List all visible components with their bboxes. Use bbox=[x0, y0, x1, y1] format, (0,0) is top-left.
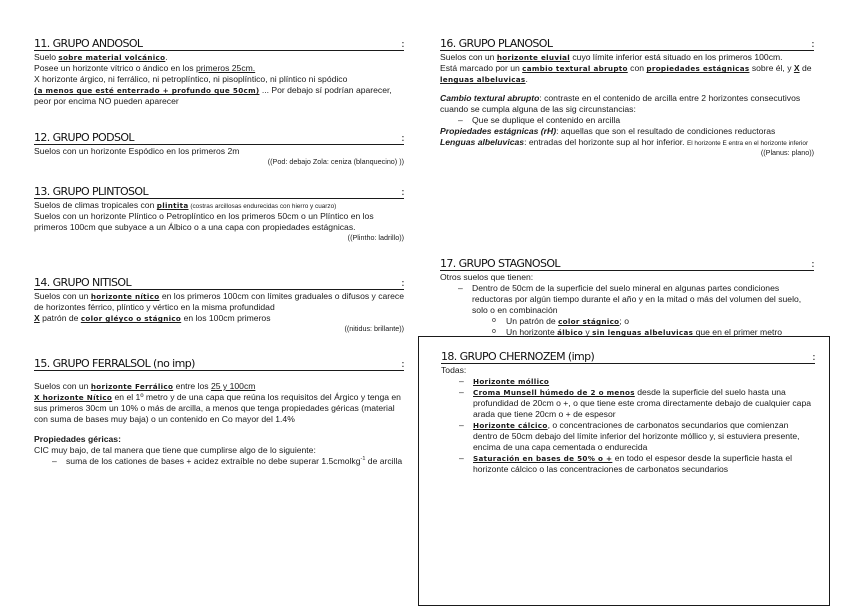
section-plintosol bbox=[34, 186, 404, 243]
section-podsol bbox=[34, 132, 404, 166]
highlight-term: color stágnico bbox=[558, 317, 620, 327]
text: . bbox=[165, 52, 168, 63]
text: . bbox=[525, 74, 528, 85]
definition bbox=[440, 137, 814, 148]
section-title: 18. GRUPO CHERNOZEM (imp) bbox=[441, 350, 595, 363]
heading-colon: : bbox=[401, 278, 404, 290]
x-mark: X bbox=[34, 313, 40, 324]
text: que en el primer metro bbox=[693, 327, 783, 338]
list-item bbox=[52, 456, 404, 467]
text: y bbox=[583, 327, 593, 338]
highlight-term: cambio textural abrupto bbox=[522, 64, 628, 74]
paragraph: Suelos con un horizonte Plíntico o Petroplíntico en los primeros 50cm o un Plíntico en los primeros 100cm que subyace a un Álbico o a una capa con propiedades estágnicas. bbox=[34, 211, 374, 233]
section-heading bbox=[34, 38, 404, 51]
list-item bbox=[459, 453, 815, 475]
highlight-term: X horizonte Nítico bbox=[34, 393, 113, 403]
section-title: 16. GRUPO PLANOSOL bbox=[440, 37, 553, 50]
heading-colon: : bbox=[811, 259, 814, 271]
text: Posee un horizonte vítrico o ándico en los bbox=[34, 63, 196, 74]
small-text: El horizonte E entra en el horizonte inferior bbox=[686, 140, 809, 148]
highlight-term: álbico bbox=[557, 328, 584, 338]
text: : contraste en el contenido de arcilla entre 2 horizontes consecutivos cuando se cumpla alguna de las sig circunstancias: bbox=[440, 93, 801, 115]
dash-list bbox=[440, 283, 814, 338]
section-title: 15. GRUPO FERRALSOL (no imp) bbox=[34, 357, 195, 370]
section-nitisol bbox=[34, 277, 404, 333]
section-planosol bbox=[440, 38, 814, 158]
superscript: -1 bbox=[360, 456, 366, 463]
text: en los primeros 100cm con límites graduales o difusos y carece de horizontes férrico, plíntico y vértico en la misma profundidad bbox=[34, 291, 405, 313]
paragraph bbox=[34, 200, 404, 211]
paragraph bbox=[34, 52, 404, 63]
section-chernozem bbox=[441, 351, 815, 475]
definition-term: Propiedades estágnicas (rH) bbox=[440, 126, 557, 137]
section-heading bbox=[34, 132, 404, 145]
text: Está marcado por un bbox=[440, 63, 523, 74]
list-item bbox=[458, 283, 814, 338]
dash-list bbox=[440, 115, 814, 126]
definition bbox=[440, 93, 814, 115]
paragraph bbox=[34, 85, 404, 107]
section-title: 17. GRUPO STAGNOSOL bbox=[440, 257, 560, 270]
etymology-note: ((Plintho: ladrillo)) bbox=[347, 233, 404, 243]
heading-colon: : bbox=[401, 39, 404, 51]
highlight-term: color gléyco o stágnico bbox=[80, 314, 182, 324]
section-heading bbox=[441, 351, 815, 364]
highlight-term: horizonte Ferrálico bbox=[90, 382, 174, 392]
text: , o concentraciones de carbonatos secundarios que comienzan dentro de 50cm debajo del límite inferior del horizonte móllico y, si estuviera presente, encima de una capa cementada o endurecida bbox=[473, 420, 800, 453]
etymology-note: ((Planus: plano)) bbox=[760, 148, 814, 158]
section-andosol bbox=[34, 38, 404, 107]
list-item: – Que se duplique el contenido en arcilla bbox=[458, 115, 814, 126]
section-ferralsol bbox=[34, 358, 404, 467]
section-heading bbox=[34, 277, 404, 290]
highlight-term: sobre material volcánico bbox=[58, 53, 166, 63]
paragraph: Suelos con un horizonte Espódico en los primeros 2m bbox=[34, 146, 240, 157]
paragraph bbox=[440, 52, 814, 63]
section-stagnosol bbox=[440, 258, 814, 338]
text: : aquellas que son el resultado de condiciones reductoras bbox=[556, 126, 776, 137]
text: : entradas del horizonte sup al hor inferior. bbox=[524, 137, 687, 148]
text: Un horizonte bbox=[506, 327, 558, 338]
highlight-term: horizonte eluvial bbox=[496, 53, 570, 63]
section-title: 11. GRUPO ANDOSOL bbox=[34, 37, 143, 50]
text: suma de los cationes de bases + acidez extraíble no debe superar 1.5cmolkg bbox=[66, 456, 361, 467]
text: con bbox=[627, 63, 647, 74]
paragraph: Otros suelos que tienen: bbox=[440, 272, 534, 283]
text: desde la superficie del suelo hasta una profundidad de 20cm o +, o que tiene este croma directamente debajo de cualquier capa arada que tiene 20cm o + de espesor bbox=[473, 387, 812, 420]
text: ... Por debajo sí podrían aparecer, peor por encima NO pueden aparecer bbox=[34, 85, 392, 107]
paragraph bbox=[34, 313, 404, 324]
text: patrón de bbox=[39, 313, 81, 324]
paragraph bbox=[440, 63, 814, 85]
x-mark: X bbox=[793, 63, 800, 74]
text: en los 100cm primeros bbox=[181, 313, 271, 324]
definition bbox=[440, 126, 814, 137]
text: ; o bbox=[619, 316, 629, 327]
underlined-text: 25 y 100cm bbox=[210, 381, 256, 392]
list-item bbox=[459, 420, 815, 453]
text: Dentro de 50cm de la superficie del suelo mineral en algunas partes condiciones reductoras por algún tiempo durante el año y en la mitad o más del volumen del suelo, solo o en combinación bbox=[472, 283, 802, 316]
text: Suelo bbox=[34, 52, 59, 63]
highlight-term: lenguas albeluvicas bbox=[440, 75, 526, 85]
dot-list bbox=[472, 316, 814, 338]
highlight-term: Horizonte móllico bbox=[473, 377, 550, 387]
text: en todo el espesor desde la superficie hasta el horizonte cálcico o las concentraciones de carbonatos secundarios bbox=[473, 453, 793, 475]
section-heading bbox=[34, 186, 404, 199]
subheading: Propiedades géricas: bbox=[34, 434, 121, 445]
highlight-term: plintita bbox=[156, 201, 189, 211]
heading-colon: : bbox=[401, 359, 404, 371]
text: sobre él, y bbox=[749, 63, 794, 74]
highlight-term: sin lenguas albeluvicas bbox=[592, 328, 694, 338]
list-item bbox=[459, 376, 815, 387]
definition-term: Cambio textural abrupto bbox=[440, 93, 540, 104]
section-title: 13. GRUPO PLINTOSOL bbox=[34, 185, 148, 198]
text: de bbox=[799, 63, 812, 74]
highlight-term: propiedades estágnicas bbox=[646, 64, 750, 74]
section-title: 14. GRUPO NITISOL bbox=[34, 276, 132, 289]
highlight-term: horizonte nítico bbox=[90, 292, 160, 302]
heading-colon: : bbox=[812, 352, 815, 364]
heading-colon: : bbox=[401, 187, 404, 199]
section-title: 12. GRUPO PODSOL bbox=[34, 131, 134, 144]
section-heading bbox=[440, 258, 814, 271]
etymology-note: ((nitidus: brillante)) bbox=[344, 324, 404, 334]
text: Suelos con un bbox=[34, 381, 91, 392]
highlight-term: Horizonte cálcico bbox=[473, 421, 548, 431]
small-text: (costras arcillosas endurecidas con hierro y cuarzo) bbox=[188, 203, 337, 211]
etymology-note: ((Pod: debajo Zola: ceniza (blanquecino) )) bbox=[267, 157, 404, 167]
list-item bbox=[459, 387, 815, 420]
chernozem-box bbox=[418, 336, 830, 606]
section-heading bbox=[440, 38, 814, 51]
text: en el 1º metro y de una capa que reúna los requisitos del Árgico y tenga en sus primeros 30cm un 10% o más de arcilla, a menos que tenga propiedades géricas (material con suma de bases muy baja) o un contenido en Co mayor del 1.4% bbox=[34, 392, 401, 425]
text: Un patrón de bbox=[506, 316, 559, 327]
highlight-term: Croma Munsell húmedo de 2 o menos bbox=[473, 388, 635, 398]
text: Suelos con un bbox=[34, 291, 91, 302]
heading-colon: : bbox=[401, 133, 404, 145]
text: Suelos de climas tropicales con bbox=[34, 200, 157, 211]
underlined-text: primeros 25cm. bbox=[195, 63, 256, 74]
list-item bbox=[492, 316, 814, 327]
dash-list bbox=[34, 456, 404, 467]
text: cuyo límite inferior está situado en los primeros 100cm. bbox=[570, 52, 783, 63]
paragraph: X horizonte árgico, ni ferrálico, ni petroplíntico, ni pisoplíntico, ni plíntico ni spódico bbox=[34, 74, 348, 85]
highlight-term: (a menos que esté enterrado + profundo que 50cm) bbox=[34, 86, 260, 96]
section-heading bbox=[34, 358, 404, 371]
paragraph bbox=[34, 291, 404, 313]
text: de arcilla bbox=[365, 456, 403, 467]
paragraph: Todas: bbox=[441, 365, 467, 376]
paragraph bbox=[34, 392, 404, 425]
text: entre los bbox=[173, 381, 211, 392]
heading-colon: : bbox=[811, 39, 814, 51]
definition-term: Lenguas albeluvicas bbox=[440, 137, 525, 148]
text: Suelos con un bbox=[440, 52, 497, 63]
dash-list bbox=[441, 376, 815, 475]
paragraph bbox=[34, 63, 404, 74]
paragraph bbox=[34, 381, 404, 392]
highlight-term: Saturación en bases de 50% o + bbox=[473, 454, 613, 464]
paragraph: CIC muy bajo, de tal manera que tiene que cumplirse algo de lo siguiente: bbox=[34, 445, 316, 456]
